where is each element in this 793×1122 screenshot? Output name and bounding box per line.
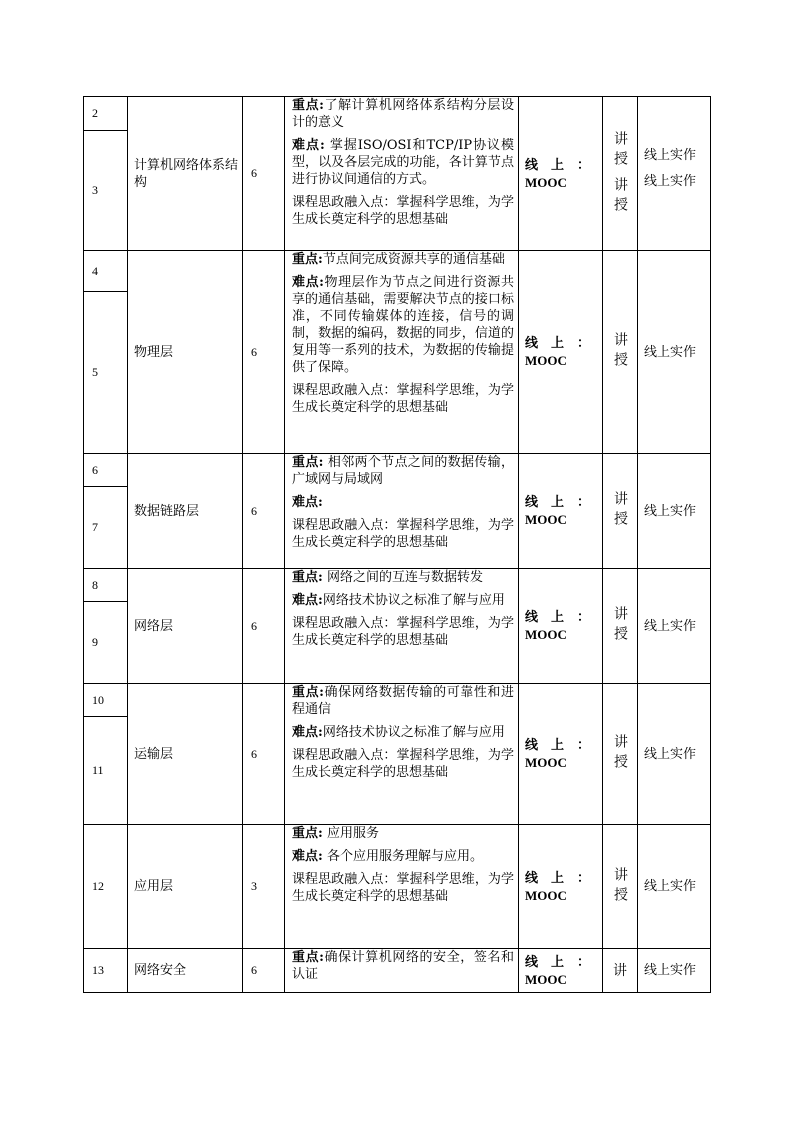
week-number: 3	[84, 131, 128, 251]
method-text: 讲授	[612, 130, 628, 171]
key-label: 重点	[292, 826, 319, 841]
method-text: 讲授	[612, 606, 628, 646]
mode-mooc: MOOC	[525, 174, 567, 190]
difficulty: 难点:网络技术协议之标准了解与应用	[292, 725, 505, 740]
method-cell: 讲	[603, 949, 638, 993]
ideology-point: 课程思政融入点：掌握科学思维，为学生成长奠定科学的思想基础	[292, 872, 514, 904]
ideology-point: 课程思政融入点：掌握科学思维，为学生成长奠定科学的思想基础	[292, 518, 514, 550]
difficulty-label: 难点	[292, 593, 319, 608]
content-cell	[285, 251, 519, 454]
mode-cell	[519, 949, 603, 993]
content-cell	[285, 97, 519, 251]
mode-cell	[519, 454, 603, 569]
key-label: 重点	[292, 950, 320, 965]
key-label: 重点	[292, 685, 320, 700]
method-cell	[603, 825, 638, 949]
week-number: 8	[84, 569, 128, 602]
ideology-point: 课程思政融入点：掌握科学思维，为学生成长奠定科学的思想基础	[292, 383, 514, 415]
key-point: 重点: 相邻两个节点之间的数据传输，广域网与局域网	[292, 455, 514, 487]
key-label: 重点	[292, 98, 320, 113]
key-point: 重点: 网络之间的互连与数据转发	[292, 570, 483, 585]
method-text: 讲授	[612, 866, 628, 907]
difficulty: 难点:网络技术协议之标准了解与应用	[292, 593, 505, 608]
hours-cell: 3	[243, 825, 285, 949]
week-number: 7	[84, 487, 128, 569]
difficulty-label: 难点	[292, 849, 319, 864]
week-number: 2	[84, 97, 128, 131]
hours-cell: 6	[243, 684, 285, 825]
mode-online: 线上：	[525, 738, 590, 753]
table-row	[84, 97, 711, 131]
table-row	[84, 684, 711, 717]
table-row	[84, 569, 711, 602]
mode-online: 线上：	[525, 954, 590, 970]
week-number: 11	[84, 717, 128, 825]
method-text: 讲授	[612, 734, 628, 774]
key-label: 重点	[292, 570, 319, 585]
mode-cell	[519, 97, 603, 251]
week-number: 5	[84, 292, 128, 454]
content-cell	[285, 825, 519, 949]
topic-cell: 网络安全	[128, 949, 243, 993]
hours-cell: 6	[243, 949, 285, 993]
mode-cell	[519, 569, 603, 684]
difficulty-label: 难点	[292, 725, 319, 740]
difficulty-label: 难点	[292, 138, 320, 153]
practice-cell: 线上实作	[638, 569, 711, 684]
difficulty: 难点: 掌握ISO/OSI和TCP/IP协议模型，以及各层完成的功能，各计算节点进行协议间通信的方式。	[292, 138, 515, 187]
method-text: 讲授	[612, 332, 628, 372]
practice-cell: 线上实作	[638, 454, 711, 569]
table-row	[84, 454, 711, 487]
mode-mooc: MOOC	[525, 755, 567, 770]
mode-cell	[519, 825, 603, 949]
difficulty: 难点: 各个应用服务理解与应用。	[292, 849, 483, 864]
topic-cell: 运输层	[128, 684, 243, 825]
mode-online: 线上：	[525, 870, 590, 886]
mode-mooc: MOOC	[525, 353, 567, 368]
hours-cell: 6	[243, 97, 285, 251]
mode-online: 线上：	[525, 495, 590, 510]
key-point: 重点:确保计算机网络的安全，签名和认证	[292, 950, 514, 982]
key-point: 重点:确保网络数据传输的可靠性和进程通信	[292, 685, 514, 717]
practice-text: 线上实作	[644, 148, 697, 163]
mode-mooc: MOOC	[525, 627, 567, 642]
practice-cell: 线上实作	[638, 251, 711, 454]
key-point: 重点:节点间完成资源共享的通信基础	[292, 252, 505, 267]
method-text: 讲授	[612, 176, 628, 217]
key-label: 重点	[292, 455, 319, 470]
method-cell	[603, 684, 638, 825]
mode-cell	[519, 684, 603, 825]
difficulty: 难点:	[292, 495, 323, 510]
week-number: 6	[84, 454, 128, 487]
practice-cell: 线上实作	[638, 825, 711, 949]
method-cell	[603, 569, 638, 684]
mode-mooc: MOOC	[525, 887, 567, 903]
content-cell	[285, 569, 519, 684]
ideology-point: 课程思政融入点：掌握科学思维，为学生成长奠定科学的思想基础	[292, 748, 514, 780]
method-cell	[603, 251, 638, 454]
ideology-point: 课程思政融入点：掌握科学思维，为学生成长奠定科学的思想基础	[292, 616, 514, 648]
practice-cell: 线上实作	[638, 684, 711, 825]
method-cell	[603, 454, 638, 569]
week-number: 13	[84, 949, 128, 993]
hours-cell: 6	[243, 454, 285, 569]
key-label: 重点	[292, 252, 319, 267]
practice-text: 线上实作	[644, 174, 697, 189]
table-row	[84, 251, 711, 292]
table-row	[84, 949, 711, 993]
content-cell	[285, 684, 519, 825]
ideology-point: 课程思政融入点：掌握科学思维，为学生成长奠定科学的思想基础	[292, 195, 514, 227]
mode-online: 线上：	[525, 336, 590, 351]
practice-cell: 线上实作	[638, 949, 711, 993]
content-cell	[285, 454, 519, 569]
mode-online: 线上：	[525, 157, 590, 173]
topic-cell: 数据链路层	[128, 454, 243, 569]
topic-cell: 物理层	[128, 251, 243, 454]
mode-cell	[519, 251, 603, 454]
hours-cell: 6	[243, 569, 285, 684]
key-point: 重点:了解计算机网络体系结构分层设计的意义	[292, 98, 514, 130]
topic-cell: 网络层	[128, 569, 243, 684]
difficulty: 难点:物理层作为节点之间进行资源共享的通信基础，需要解决节点的接口标准，不同传输媒体的连接，信号的调制，数据的编码，数据的同步，信道的复用等一系列的技术，为数据的传输提供了保障。	[292, 275, 514, 375]
table-row	[84, 825, 711, 949]
course-schedule-table	[83, 96, 711, 993]
week-number: 9	[84, 602, 128, 684]
difficulty-label: 难点	[292, 275, 320, 290]
week-number: 12	[84, 825, 128, 949]
method-text: 讲授	[612, 491, 628, 531]
difficulty-label: 难点	[292, 495, 319, 510]
topic-cell: 计算机网络体系结构	[128, 97, 243, 251]
mode-mooc: MOOC	[525, 512, 567, 527]
mode-mooc: MOOC	[525, 971, 567, 987]
hours-cell: 6	[243, 251, 285, 454]
content-cell	[285, 949, 519, 993]
week-number: 4	[84, 251, 128, 292]
method-cell	[603, 97, 638, 251]
week-number: 10	[84, 684, 128, 717]
key-point: 重点: 应用服务	[292, 826, 379, 841]
mode-online: 线上：	[525, 610, 590, 625]
topic-cell: 应用层	[128, 825, 243, 949]
practice-cell	[638, 97, 711, 251]
